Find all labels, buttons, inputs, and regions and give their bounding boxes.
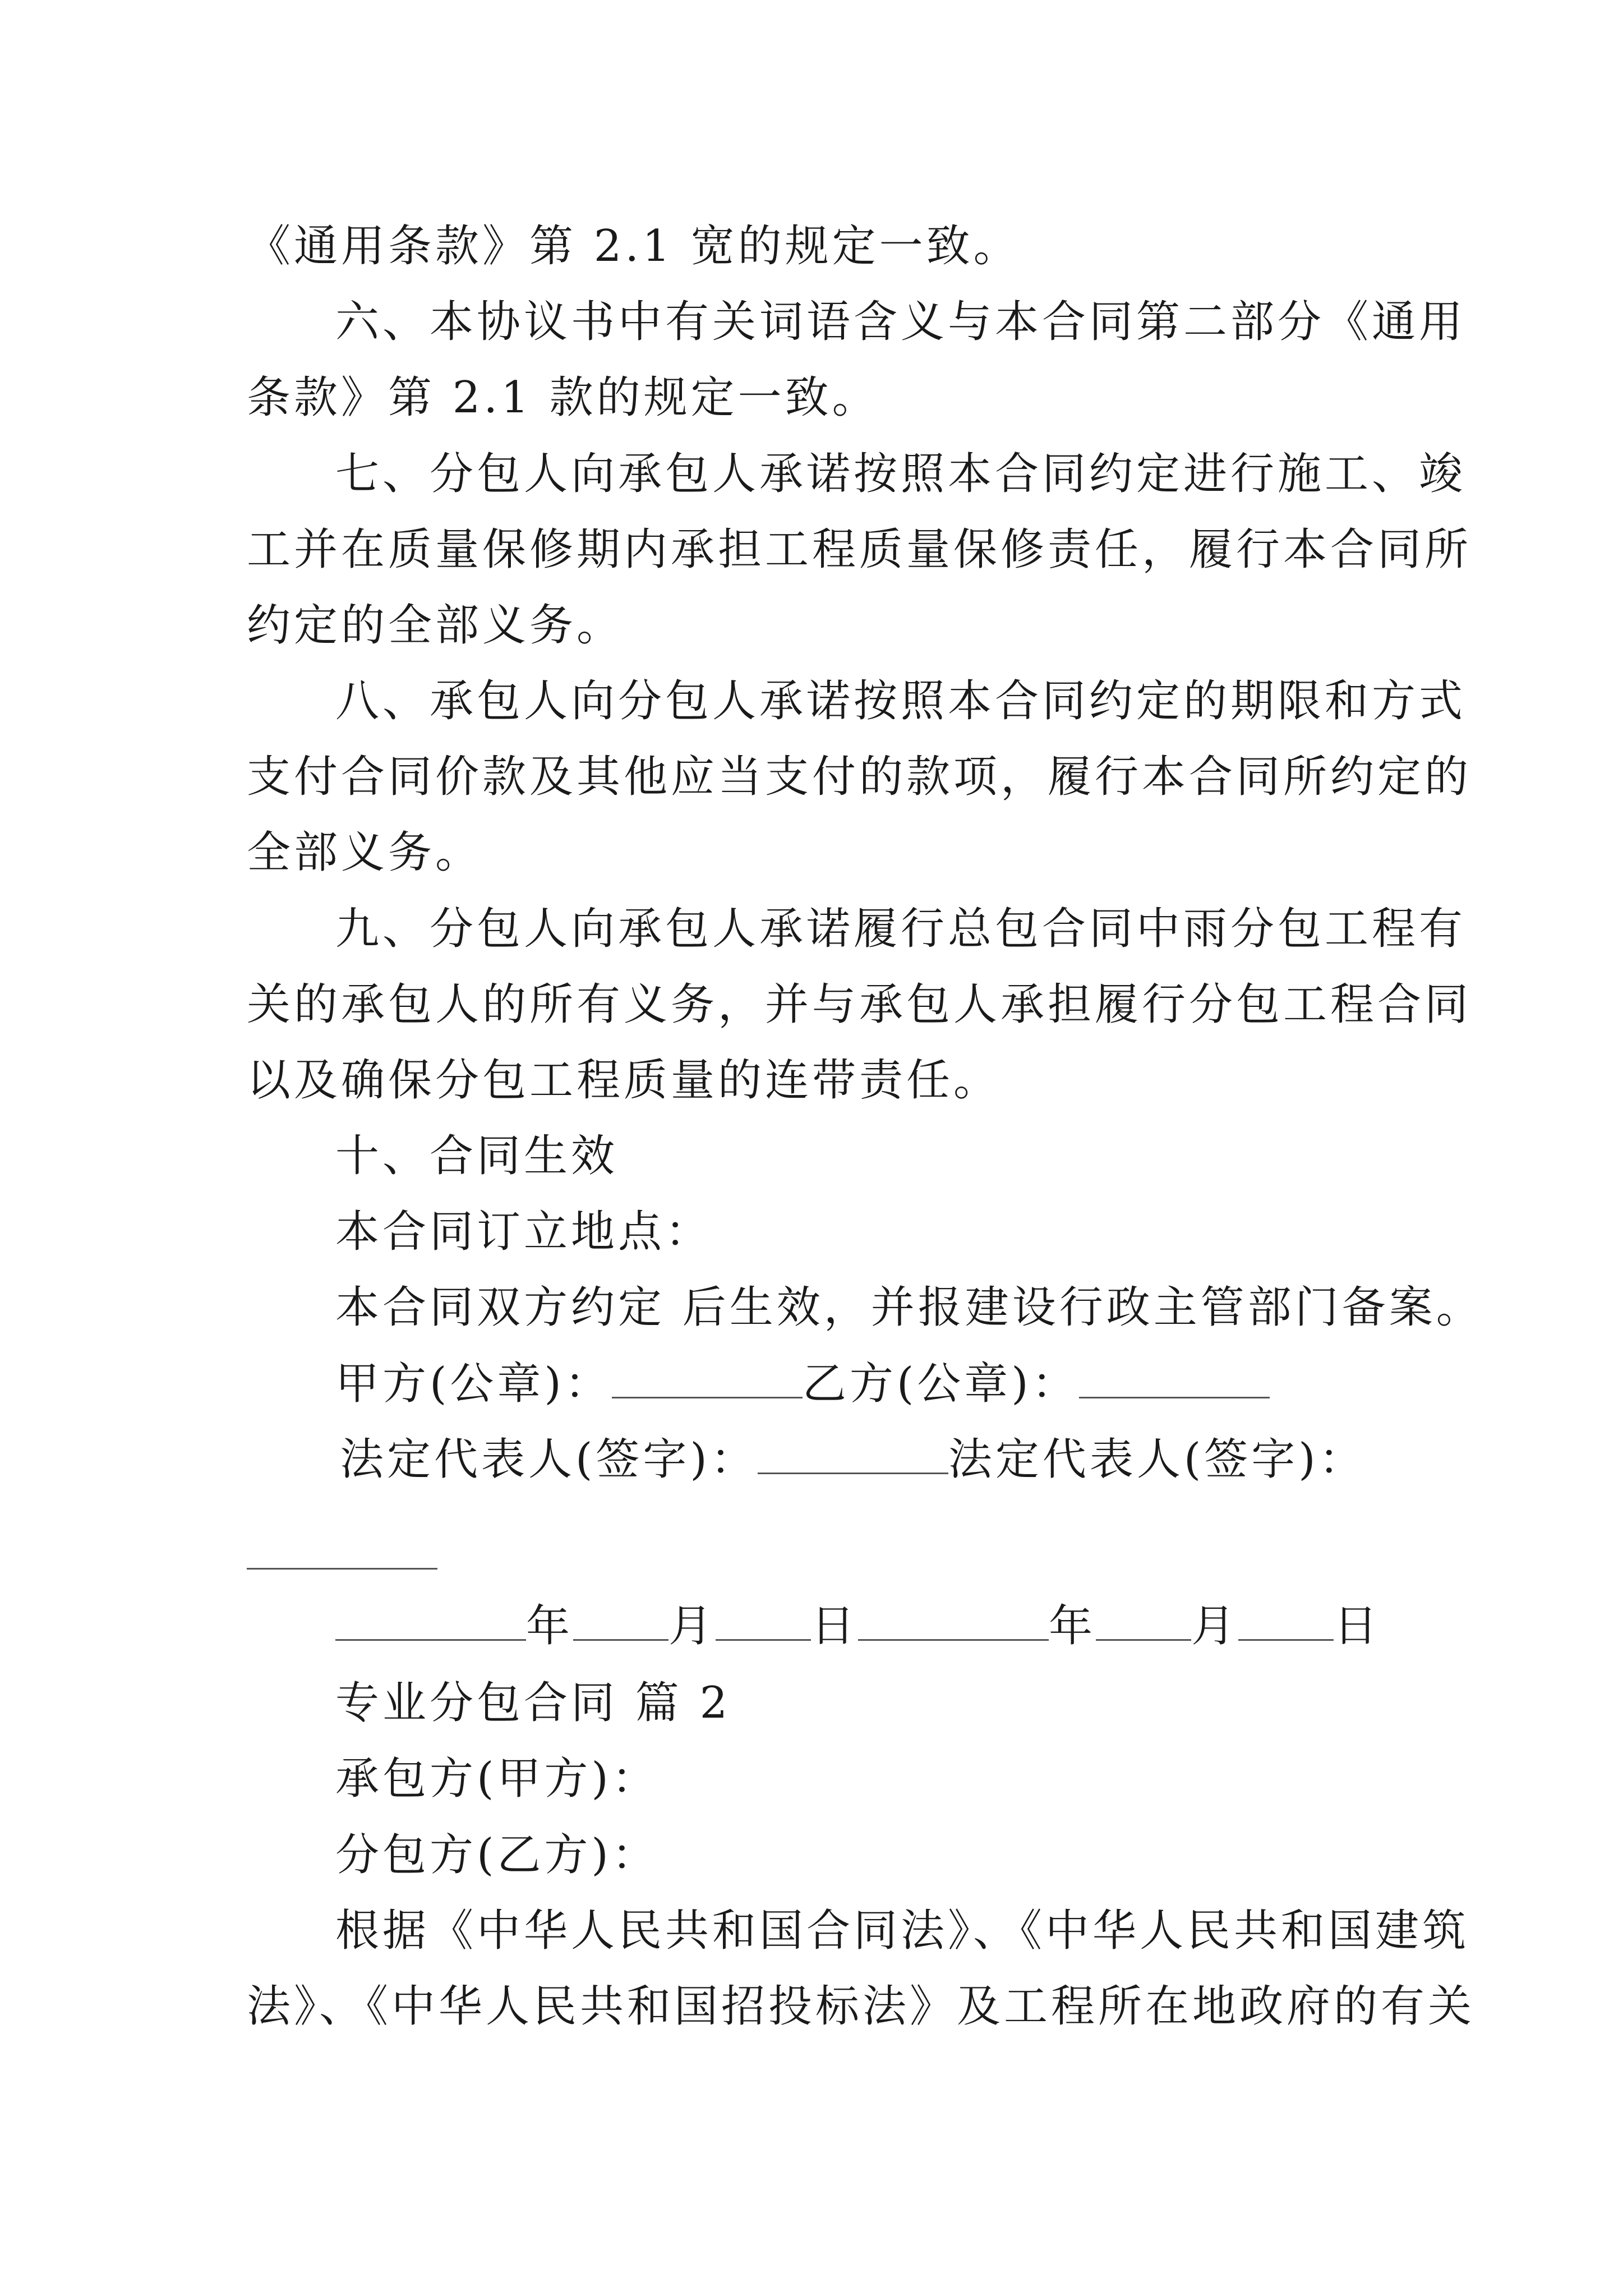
effective-condition-line: 本合同双方约定 后生效，并报建设行政主管部门备案。 <box>335 1282 1483 1333</box>
day-label: 日 <box>811 1601 859 1651</box>
month-label: 月 <box>1191 1601 1239 1651</box>
subcontractor-line: 分包方(乙方)： <box>335 1830 659 1880</box>
day-label: 日 <box>1334 1601 1381 1651</box>
party-b-representative-label: 法定代表人(签字)： <box>948 1434 1366 1485</box>
party-a-seal-label: 甲方(公章)： <box>335 1359 612 1409</box>
legal-basis-line-1: 根据《中华人民共和国合同法》、《中华人民共和国建筑 <box>335 1906 1470 1956</box>
clause-six-line-2: 条款》第 2.1 款的规定一致。 <box>247 372 879 423</box>
contractor-line: 承包方(甲方)： <box>335 1754 659 1804</box>
clause-nine-line-3: 以及确保分包工程质量的连带责任。 <box>247 1055 1001 1106</box>
clause-nine-line-1: 九、分包人向承包人承诺履行总包合同中雨分包工程有 <box>335 904 1467 954</box>
party-b-seal-blank <box>1079 1362 1270 1398</box>
text-line: 《通用条款》第 2.1 宽的规定一致。 <box>247 221 1021 272</box>
seal-line <box>335 1359 1270 1409</box>
section-two-title: 专业分包合同 篇 2 <box>335 1678 731 1728</box>
clause-seven-line-1: 七、分包人向承包人承诺按照本合同约定进行施工、竣 <box>335 449 1467 499</box>
clause-eight-line-1: 八、承包人向分包人承诺按照本合同约定的期限和方式 <box>335 676 1467 726</box>
date-line <box>335 1601 1381 1651</box>
party-a-month-blank <box>573 1604 668 1641</box>
clause-six-line-1: 六、本协议书中有关词语含义与本合同第二部分《通用 <box>335 297 1467 347</box>
representative-line <box>340 1434 1366 1485</box>
clause-eight-line-3: 全部义务。 <box>247 827 483 878</box>
party-b-day-blank <box>1238 1604 1334 1641</box>
clause-ten-heading: 十、合同生效 <box>335 1131 619 1181</box>
party-a-year-blank <box>335 1604 526 1641</box>
party-b-year-blank <box>858 1604 1049 1641</box>
party-b-seal-label: 乙方(公章)： <box>802 1359 1079 1409</box>
clause-nine-line-2: 关的承包人的所有义务，并与承包人承担履行分包工程合同 <box>247 979 1472 1030</box>
year-label: 年 <box>526 1601 574 1651</box>
party-b-month-blank <box>1096 1604 1191 1641</box>
party-a-representative-blank <box>758 1438 948 1474</box>
party-a-representative-label: 法定代表人(签字)： <box>340 1434 758 1485</box>
year-label: 年 <box>1049 1601 1096 1651</box>
clause-eight-line-2: 支付合同价款及其他应当支付的款项，履行本合同所约定的 <box>247 752 1472 802</box>
party-b-representative-blank <box>247 1568 437 1570</box>
month-label: 月 <box>668 1601 716 1651</box>
clause-seven-line-2: 工并在质量保修期内承担工程质量保修责任，履行本合同所 <box>247 524 1472 575</box>
legal-basis-line-2: 法》、《中华人民共和国招投标法》及工程所在地政府的有关 <box>247 1981 1476 2032</box>
party-a-seal-blank <box>612 1362 803 1398</box>
party-a-day-blank <box>716 1604 811 1641</box>
clause-seven-line-3: 约定的全部义务。 <box>247 600 624 651</box>
signing-place-line: 本合同订立地点： <box>335 1207 713 1257</box>
